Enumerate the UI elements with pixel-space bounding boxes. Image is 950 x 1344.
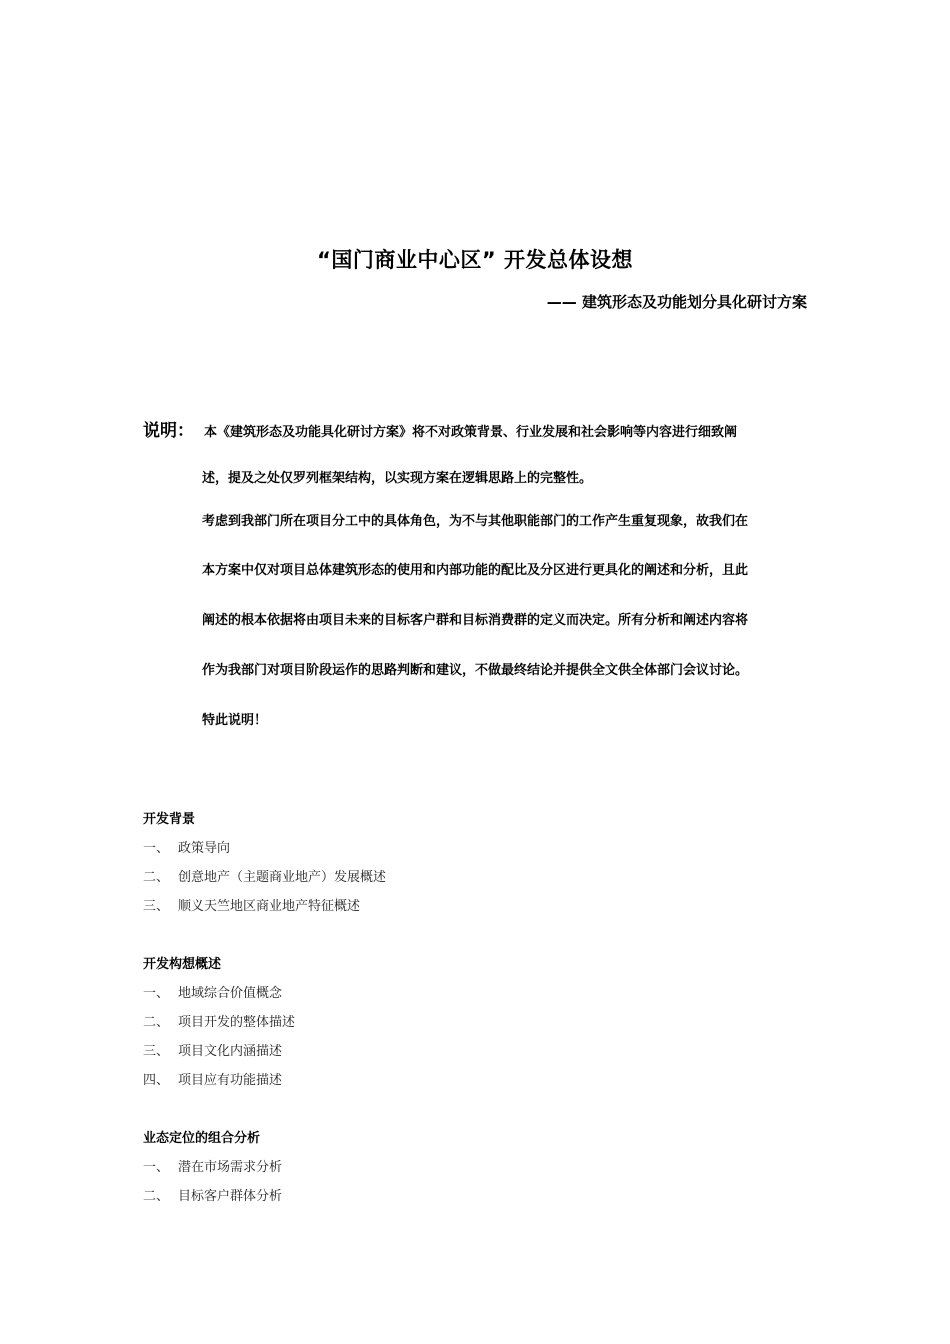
note-line: 特此说明！ <box>202 713 268 728</box>
document-subtitle: —— 建筑形态及功能划分具化研讨方案 <box>546 293 807 311</box>
note-line: 本方案中仅对项目总体建筑形态的使用和内部功能的配比及分区进行更具化的阐述和分析，且此 <box>202 563 749 578</box>
outline-item-number: 一、 <box>143 1160 170 1175</box>
outline-item-text: 项目开发的整体描述 <box>178 1015 296 1030</box>
outline-item-number: 四、 <box>143 1073 170 1088</box>
outline-item-text: 潜在市场需求分析 <box>178 1160 283 1175</box>
outline-heading-background: 开发背景 <box>143 812 196 827</box>
document-title: “国门商业中心区” 开发总体设想 <box>317 248 633 272</box>
outline-item-text: 创意地产（主题商业地产）发展概述 <box>178 870 387 885</box>
outline-item <box>143 837 230 856</box>
outline-item-number: 三、 <box>143 1044 170 1059</box>
outline-item-text: 政策导向 <box>178 841 231 856</box>
note-label: 说明： <box>143 421 194 441</box>
outline-heading-concept: 开发构想概述 <box>143 957 222 972</box>
outline-item <box>143 1185 282 1204</box>
outline-item-number: 一、 <box>143 841 170 856</box>
outline-item-number: 三、 <box>143 899 170 914</box>
outline-item-number: 二、 <box>143 870 170 885</box>
outline-item-text: 顺义天竺地区商业地产特征概述 <box>178 899 361 914</box>
outline-item-number: 一、 <box>143 986 170 1001</box>
outline-item <box>143 1040 282 1059</box>
outline-item-text: 项目文化内涵描述 <box>178 1044 283 1059</box>
note-line: 本《建筑形态及功能具化研讨方案》将不对政策背景、行业发展和社会影响等内容进行细致阐 <box>204 425 738 440</box>
note-line: 考虑到我部门所在项目分工中的具体角色，为不与其他职能部门的工作产生重复现象，故我们在 <box>202 514 749 529</box>
outline-item-number: 二、 <box>143 1189 170 1204</box>
outline-item <box>143 982 282 1001</box>
note-line: 述，提及之处仅罗列框架结构，以实现方案在逻辑思路上的完整性。 <box>202 471 593 486</box>
outline-heading-format: 业态定位的组合分析 <box>143 1131 261 1146</box>
note-line: 作为我部门对项目阶段运作的思路判断和建议，不做最终结论并提供全文供全体部门会议讨论。 <box>202 663 749 678</box>
note-line: 阐述的根本依据将由项目未来的目标客户群和目标消费群的定义而决定。所有分析和阐述内容将 <box>202 613 749 628</box>
outline-item-text: 项目应有功能描述 <box>178 1073 283 1088</box>
outline-item-text: 目标客户群体分析 <box>178 1189 283 1204</box>
outline-item <box>143 895 360 914</box>
outline-item-number: 二、 <box>143 1015 170 1030</box>
outline-item <box>143 866 386 885</box>
outline-item <box>143 1156 282 1175</box>
outline-item <box>143 1011 295 1030</box>
outline-item-text: 地域综合价值概念 <box>178 986 283 1001</box>
outline-item <box>143 1069 282 1088</box>
